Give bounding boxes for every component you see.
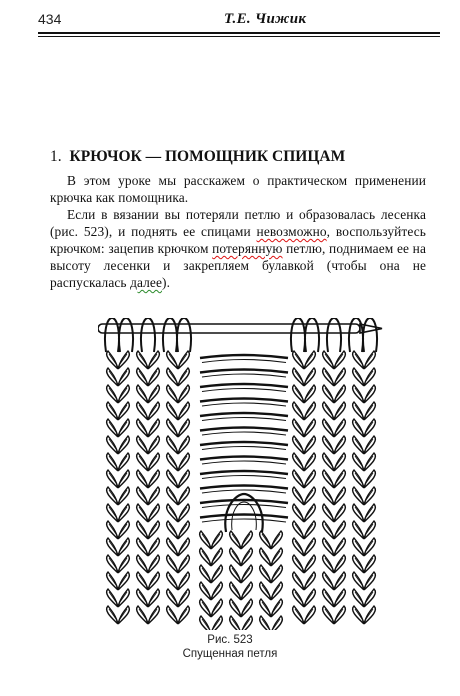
stitch-leg [364,436,375,454]
stitch-leg [304,419,315,437]
stitch-leg [107,521,118,539]
stitch-leg [304,453,315,471]
stitch-leg [167,521,178,539]
stitch-leg [178,385,189,403]
stitch-leg [107,402,118,420]
stitch-leg [118,504,129,522]
needle-loops [105,318,377,352]
ladder-bar-edge [202,490,286,493]
stitch-leg [353,504,364,522]
stitch-leg [137,419,148,437]
stitch-leg [118,538,129,556]
ladder-bar-edge [202,389,286,392]
stitch-leg [364,555,375,573]
stitch-leg [364,487,375,505]
text-run: , воспользуйтесь крючком: зацепив крючком [50,224,426,256]
stitch-leg [293,487,304,505]
stitch-leg [323,351,334,369]
stitch-leg [107,572,118,590]
stitch-leg [178,402,189,420]
stitch-leg [167,368,178,386]
stitch-leg [271,616,282,630]
stitch-leg [107,589,118,607]
needle-loop [141,318,155,352]
stitch-leg [304,606,315,624]
needle-shaft [98,324,360,333]
stitch-leg [200,599,211,617]
stitch-leg [241,565,252,583]
ladder-bar-edge [202,519,286,522]
stitch-leg [178,419,189,437]
stitch-leg [137,368,148,386]
stitch-leg [364,419,375,437]
stitch-leg [364,368,375,386]
stitch-leg [118,419,129,437]
stitch-leg [260,565,271,583]
stitch-leg [148,606,159,624]
stitch-leg [137,487,148,505]
needle-loop [105,318,119,352]
stitch-leg [118,453,129,471]
stitch-leg [304,487,315,505]
stitch-leg [293,385,304,403]
ladder-bar [200,413,288,416]
ladder-bar-edge [202,374,286,377]
stitch-leg [353,436,364,454]
stitch-leg [148,351,159,369]
stitch-leg [364,453,375,471]
stitch-leg [137,521,148,539]
stitch-leg [107,538,118,556]
header-rule [38,32,440,34]
section-title: КРЮЧОК — ПОМОЩНИК СПИЦАМ [69,148,346,165]
stitch-leg [230,531,241,549]
stitch-leg [304,521,315,539]
needle-loop [349,318,363,352]
stitch-leg [304,538,315,556]
stitch-leg [137,538,148,556]
stitch-leg [334,572,345,590]
stitch-leg [137,351,148,369]
stitch-leg [148,589,159,607]
stitch-leg [323,402,334,420]
stitch-leg [107,606,118,624]
ladder-bar [200,442,288,445]
stitch-leg [137,436,148,454]
stitch-leg [334,351,345,369]
stitch-leg [211,565,222,583]
ladder-bar-edge [202,418,286,421]
ladder-bar [200,486,288,489]
stitch-leg [353,589,364,607]
stitch-leg [118,385,129,403]
needle-loop [119,318,133,352]
stitch-leg [334,368,345,386]
stitch-leg [334,555,345,573]
needle-loop [327,318,341,352]
stitch-leg [323,419,334,437]
dropped-stitch-inner [232,502,257,530]
stitch-leg [293,572,304,590]
stitch-leg [200,531,211,549]
text-run: Если в вязании вы потеряли петлю и образовалась лесенка (рис. 523), и поднять ее спицами [50,207,426,239]
stitch-leg [334,470,345,488]
stitch-leg [304,589,315,607]
ladder-bar-edge [202,476,286,479]
stitch-leg [271,599,282,617]
stitch-leg [304,555,315,573]
stitch-leg [364,470,375,488]
stitch-leg [178,351,189,369]
stitch-leg [178,589,189,607]
stitch-leg [137,385,148,403]
stitch-leg [271,565,282,583]
stitch-leg [241,548,252,566]
stitch-leg [353,606,364,624]
stitch-leg [364,385,375,403]
stitch-leg [148,436,159,454]
figure-caption: Спущенная петля [182,648,278,660]
header-rule-thin [38,36,440,37]
stitch-leg [260,616,271,630]
stitch-leg [323,470,334,488]
stitch-leg [353,385,364,403]
stitch-leg [167,487,178,505]
stitch-leg [167,572,178,590]
stitch-leg [304,470,315,488]
stitch-leg [334,453,345,471]
stitch-leg [118,487,129,505]
stitch-leg [167,453,178,471]
stitch-leg [304,572,315,590]
stitch-leg [107,368,118,386]
stitch-leg [353,572,364,590]
ladder-bar [200,457,288,460]
stitch-leg [364,538,375,556]
stitch-leg [334,538,345,556]
stitch-leg [167,538,178,556]
stitch-leg [167,419,178,437]
paragraph-instructions [50,206,426,291]
stitch-leg [118,368,129,386]
stitch-leg [293,521,304,539]
stitch-leg [364,351,375,369]
stitch-leg [293,453,304,471]
stitch-leg [167,470,178,488]
stitch-leg [293,402,304,420]
stitch-leg [137,589,148,607]
stitch-leg [323,368,334,386]
stitch-leg [118,436,129,454]
stitch-leg [107,470,118,488]
stitch-leg [148,555,159,573]
section-heading [50,148,345,166]
stitch-leg [241,599,252,617]
stitch-leg [137,572,148,590]
ladder-bar [200,384,288,387]
ladder-bar [200,355,288,358]
stitch-leg [271,582,282,600]
needle-loop [363,318,377,352]
stitch-leg [323,453,334,471]
stitch-leg [353,351,364,369]
stitch-leg [107,385,118,403]
stitch-leg [148,453,159,471]
stitch-leg [241,616,252,630]
stitch-leg [323,436,334,454]
stitch-leg [334,521,345,539]
stitch-leg [230,582,241,600]
stitch-leg [167,402,178,420]
stitch-leg [304,436,315,454]
stitch-leg [178,436,189,454]
ladder-bar [200,515,288,518]
stitch-leg [353,402,364,420]
stitch-leg [107,487,118,505]
running-header [38,8,440,36]
stitch-leg [118,589,129,607]
stitch-leg [334,436,345,454]
stitch-leg [178,487,189,505]
stitch-leg [293,538,304,556]
stitch-leg [148,538,159,556]
ladder-bar [200,370,288,373]
stitch-leg [241,531,252,549]
stitch-leg [200,565,211,583]
stitch-leg [230,565,241,583]
stitch-leg [334,487,345,505]
stitch-leg [178,453,189,471]
stitch-leg [293,606,304,624]
stitch-leg [304,402,315,420]
ladder-bar-edge [202,447,286,450]
stitch-leg [211,582,222,600]
ladder-bar-edge [202,461,286,464]
stitch-leg [211,616,222,630]
stitch-leg [137,402,148,420]
stitch-leg [353,555,364,573]
spellcheck-word: невозможно [256,224,327,239]
ladder-bar-edge [202,432,286,435]
stitch-leg [107,555,118,573]
stitch-leg [230,616,241,630]
stitch-leg [241,582,252,600]
stitch-leg [178,538,189,556]
figure-dropped-stitch [98,318,384,630]
stitch-leg [148,368,159,386]
stitch-leg [353,538,364,556]
ladder-bar [200,428,288,431]
stitch-leg [200,548,211,566]
stitch-leg [353,368,364,386]
stitch-leg [293,419,304,437]
stitch-leg [364,504,375,522]
stitch-leg [293,589,304,607]
stitch-leg [118,351,129,369]
stitch-leg [260,548,271,566]
stitch-leg [211,599,222,617]
stitch-leg [364,521,375,539]
stitch-leg [323,487,334,505]
stitch-leg [230,599,241,617]
stitch-leg [167,606,178,624]
stitch-leg [353,453,364,471]
stitch-leg [178,521,189,539]
body-text [50,172,426,291]
stitch-leg [118,470,129,488]
stitch-leg [167,504,178,522]
ladder-bar [200,399,288,402]
stitch-leg [271,531,282,549]
ladder-bar [200,471,288,474]
stitch-leg [137,555,148,573]
ladder-bars [200,355,288,522]
stitch-leg [107,351,118,369]
grammar-word: далее [130,275,163,290]
stitch-leg [118,402,129,420]
stitch-leg [167,436,178,454]
stitch-leg [200,582,211,600]
stitch-leg [323,538,334,556]
stitch-leg [293,504,304,522]
stitch-leg [293,351,304,369]
stitch-leg [334,606,345,624]
stitch-leg [260,582,271,600]
stitch-leg [148,470,159,488]
stitch-leg [178,470,189,488]
stitch-leg [304,385,315,403]
paragraph-intro: В этом уроке мы расскажем о практическом применении крючка как помощника. [50,173,426,205]
stitch-leg [211,548,222,566]
stitch-leg [353,521,364,539]
stitch-leg [334,504,345,522]
stitch-leg [178,555,189,573]
stitch-leg [178,368,189,386]
stitch-leg [304,351,315,369]
stitch-leg [364,572,375,590]
stitch-leg [260,599,271,617]
stitch-leg [364,402,375,420]
stitch-leg [107,504,118,522]
stitch-leg [293,436,304,454]
stitch-leg [334,589,345,607]
stitch-leg [107,436,118,454]
stitch-leg [334,385,345,403]
stitch-leg [323,572,334,590]
stitch-leg [323,504,334,522]
stitch-leg [148,419,159,437]
needle-loop [305,318,319,352]
stitch-leg [271,548,282,566]
stitch-leg [148,572,159,590]
section-number: 1. [50,148,62,165]
knitting-illustration [98,318,384,630]
stitch-leg [118,555,129,573]
running-author: Т.Е. Чижик [224,11,307,27]
page-number: 434 [38,11,62,27]
stitch-leg [323,385,334,403]
stitch-leg [148,504,159,522]
needle-loop [291,318,305,352]
stitch-leg [293,555,304,573]
stitch-leg [148,521,159,539]
stitch-leg [304,504,315,522]
stitch-leg [364,589,375,607]
stitch-leg [334,419,345,437]
stitch-leg [118,606,129,624]
stitch-leg [118,521,129,539]
stitch-leg [334,402,345,420]
ladder-bar-edge [202,360,286,363]
stitch-leg [211,531,222,549]
stitch-leg [230,548,241,566]
needle-loop [177,318,191,352]
ladder-bar-edge [202,505,286,508]
stitch-leg [200,616,211,630]
needle-loop [163,318,177,352]
stitch-leg [364,606,375,624]
stitch-leg [323,521,334,539]
ladder-bar-edge [202,403,286,406]
stitch-leg [323,606,334,624]
stitch-leg [107,453,118,471]
stitch-leg [167,351,178,369]
stitch-leg [260,531,271,549]
stitch-leg [137,453,148,471]
stitch-leg [167,385,178,403]
stitch-leg [293,470,304,488]
figure-number: Рис. 523 [207,634,253,646]
stitch-leg [323,589,334,607]
stitch-leg [178,606,189,624]
stitch-leg [137,606,148,624]
stitch-leg [137,504,148,522]
text-run: петлю, поднимаем ее на высоту лесенки и закрепляем булавкой (чтобы она не распускалась [50,241,426,290]
stitch-leg [167,555,178,573]
text-run: ). [162,275,171,290]
stitch-leg [148,402,159,420]
stitch-leg [178,504,189,522]
spellcheck-word: потерянную [212,241,283,256]
stitch-leg [167,589,178,607]
stitch-leg [353,419,364,437]
stitch-leg [353,470,364,488]
stitch-leg [137,470,148,488]
stitch-leg [323,555,334,573]
stitch-leg [118,572,129,590]
stitch-leg [178,572,189,590]
stitch-leg [353,487,364,505]
stitch-leg [107,419,118,437]
stitch-leg [293,368,304,386]
stitch-leg [148,487,159,505]
stitch-leg [148,385,159,403]
stitch-leg [304,368,315,386]
